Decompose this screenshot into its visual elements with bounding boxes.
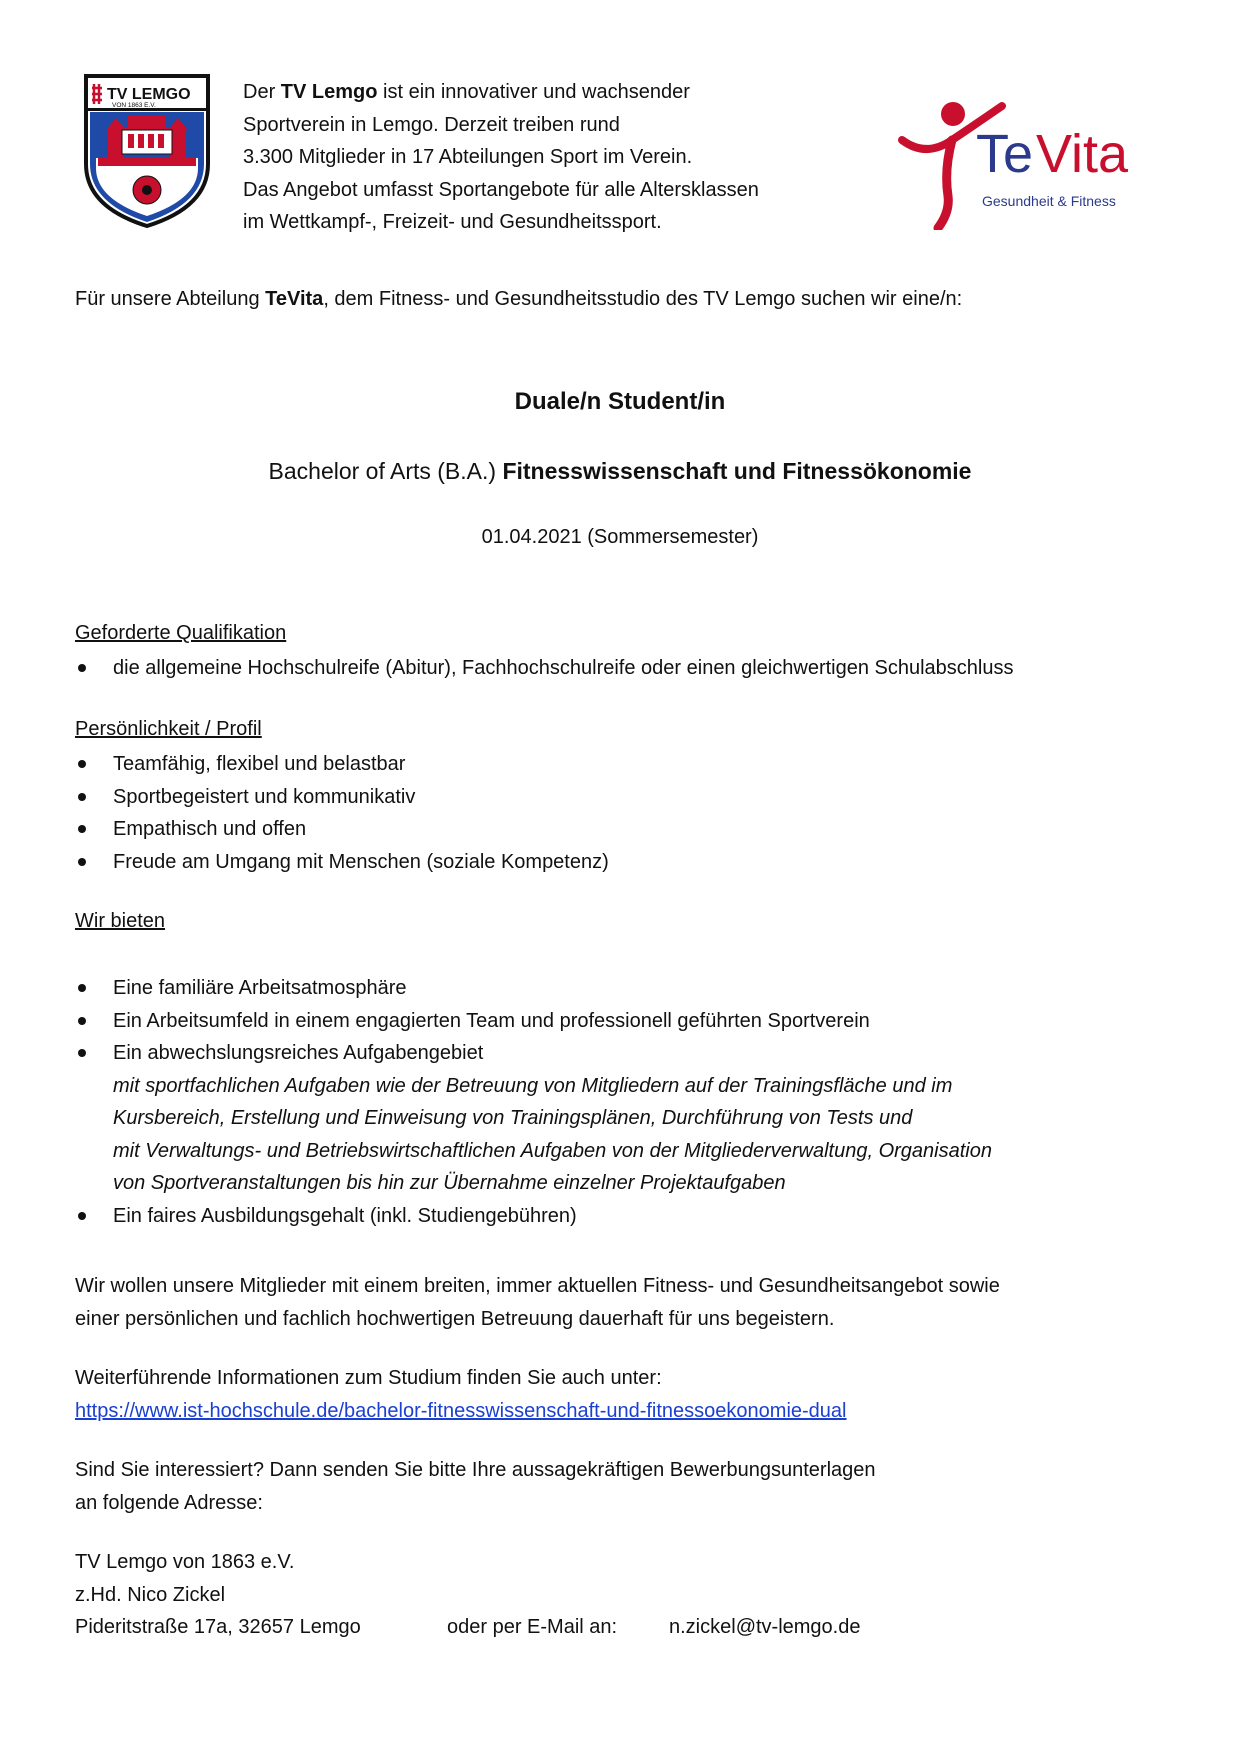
position-title: Duale/n Student/in: [514, 388, 726, 415]
intro-line-4: Das Angebot umfasst Sportangebote für alle Altersklassen: [243, 178, 759, 201]
bullet-icon: [78, 984, 86, 992]
tv-lemgo-logo: [82, 72, 212, 230]
offer-list: [75, 972, 1185, 1232]
list-item-text: Teamfähig, flexibel und belastbar: [113, 753, 406, 775]
list-item-text: Ein Arbeitsumfeld in einem engagierten Team und professionell geführten Sportverein: [113, 1009, 870, 1032]
list-item: [75, 652, 1185, 685]
degree-bold: Fitnesswissenschaft und Fitnessökonomie: [502, 458, 972, 484]
intro-line-1: [243, 76, 883, 109]
offer-detail-line: von Sportveranstaltungen bis hin zur Übernahme einzelner Projektaufgaben: [113, 1172, 786, 1194]
list-item: [75, 1005, 1185, 1038]
tevita-logo: [896, 100, 1146, 230]
bullet-icon: [78, 1049, 86, 1057]
bullet-icon: [78, 858, 86, 866]
list-item-text: Ein abwechslungsreiches Aufgabengebiet: [113, 1042, 484, 1064]
intro-text: [243, 76, 883, 239]
intro-prefix: Der: [243, 81, 281, 103]
intro-line-3: 3.300 Mitglieder in 17 Abteilungen Sport im Verein.: [243, 146, 693, 168]
bullet-icon: [78, 793, 86, 801]
list-item-text: die allgemeine Hochschulreife (Abitur), Fachhochschulreife oder einen gleichwertigen Schulabschluss: [113, 657, 1014, 679]
apply-line-1: Sind Sie interessiert? Dann senden Sie bitte Ihre aussagekräftigen Bewerbungsunterlagen: [75, 1459, 876, 1481]
bullet-icon: [78, 664, 86, 672]
bullet-icon: [78, 825, 86, 833]
info-line: Weiterführende Informationen zum Studium finden Sie auch unter:: [75, 1367, 662, 1389]
closing-line-1: Wir wollen unsere Mitglieder mit einem breiten, immer aktuellen Fitness- und Gesundheitsangebot sowie: [75, 1275, 1000, 1297]
list-item-text: Eine familiäre Arbeitsatmosphäre: [113, 977, 407, 999]
profile-list: [75, 748, 1185, 878]
offer-detail-line: Kursbereich, Erstellung und Einweisung von Trainingsplänen, Durchführung von Tests und: [113, 1107, 913, 1129]
lead-bold-department: TeVita: [265, 288, 324, 310]
closing-line-2: einer persönlichen und fachlich hochwertigen Betreuung dauerhaft für uns begeistern.: [75, 1307, 835, 1330]
address-org: TV Lemgo von 1863 e.V.: [75, 1551, 295, 1573]
list-item: [75, 972, 1185, 1005]
list-item-text: Empathisch und offen: [113, 818, 307, 840]
offer-detail-line: mit Verwaltungs- und Betriebswirtschaftlichen Aufgaben von der Mitgliederverwaltung, Organisation: [113, 1139, 992, 1162]
address-attn: z.Hd. Nico Zickel: [75, 1583, 226, 1606]
address-block: [75, 1546, 1195, 1644]
bullet-icon: [78, 760, 86, 768]
closing-paragraph: [75, 1270, 1195, 1335]
svg-text:VON 1863 E.V.: VON 1863 E.V.: [112, 102, 156, 109]
tv-lemgo-crest-icon: [82, 72, 212, 230]
list-item: [75, 846, 1185, 879]
info-paragraph: [75, 1362, 1195, 1427]
list-item: [75, 1200, 1185, 1233]
profile-heading: Persönlichkeit / Profil: [75, 718, 262, 740]
tevita-brand-te: Te: [976, 124, 1034, 184]
offer-heading: Wir bieten: [75, 910, 166, 932]
list-item-text: Sportbegeistert und kommunikativ: [113, 785, 416, 808]
tevita-figure-icon: [896, 100, 1146, 230]
degree-title: [0, 458, 1240, 485]
list-item: [75, 781, 1185, 814]
lead-prefix: Für unsere Abteilung: [75, 288, 266, 310]
offer-detail-line: mit sportfachlichen Aufgaben wie der Betreuung von Mitgliedern auf der Trainingsfläche und im: [113, 1074, 953, 1097]
email-address[interactable]: n.zickel@tv-lemgo.de: [669, 1616, 861, 1638]
lead-suffix: , dem Fitness- und Gesundheitsstudio des TV Lemgo suchen wir eine/n:: [323, 288, 963, 310]
qualification-list: [75, 652, 1185, 685]
bullet-icon: [78, 1017, 86, 1025]
list-item: [75, 1037, 1185, 1200]
tevita-tagline: Gesundheit & Fitness: [982, 193, 1116, 209]
tevita-brand-vita: Vita: [1036, 124, 1129, 184]
list-item: [75, 813, 1185, 846]
offer-detail: [113, 1070, 1185, 1200]
intro-line-5: im Wettkampf-, Freizeit- und Gesundheitssport.: [243, 211, 662, 233]
list-item-text: Ein faires Ausbildungsgehalt (inkl. Studiengebühren): [113, 1204, 577, 1227]
email-label: oder per E-Mail an:: [447, 1616, 618, 1638]
address-street: Pideritstraße 17a, 32657 Lemgo: [75, 1616, 361, 1638]
start-date: 01.04.2021 (Sommersemester): [481, 526, 759, 548]
lead-sentence: [75, 288, 1175, 311]
degree-prefix: Bachelor of Arts (B.A.): [268, 458, 503, 484]
svg-text:TV LEMGO: TV LEMGO: [107, 86, 191, 103]
apply-line-2: an folgende Adresse:: [75, 1491, 263, 1514]
list-item-text: Freude am Umgang mit Menschen (soziale Kompetenz): [113, 850, 609, 873]
list-item: [75, 748, 1185, 781]
intro-line-2: Sportverein in Lemgo. Derzeit treiben rund: [243, 113, 620, 136]
study-info-link[interactable]: https://www.ist-hochschule.de/bachelor-fitnesswissenschaft-und-fitnessoekonomie-dual: [75, 1399, 847, 1422]
bullet-icon: [78, 1212, 86, 1220]
intro-line1-rest: ist ein innovativer und wachsender: [377, 81, 690, 103]
apply-paragraph: [75, 1454, 1195, 1519]
address-street-row: [75, 1611, 1195, 1644]
intro-bold-org: TV Lemgo: [280, 81, 378, 103]
qualification-heading: Geforderte Qualifikation: [75, 622, 287, 644]
